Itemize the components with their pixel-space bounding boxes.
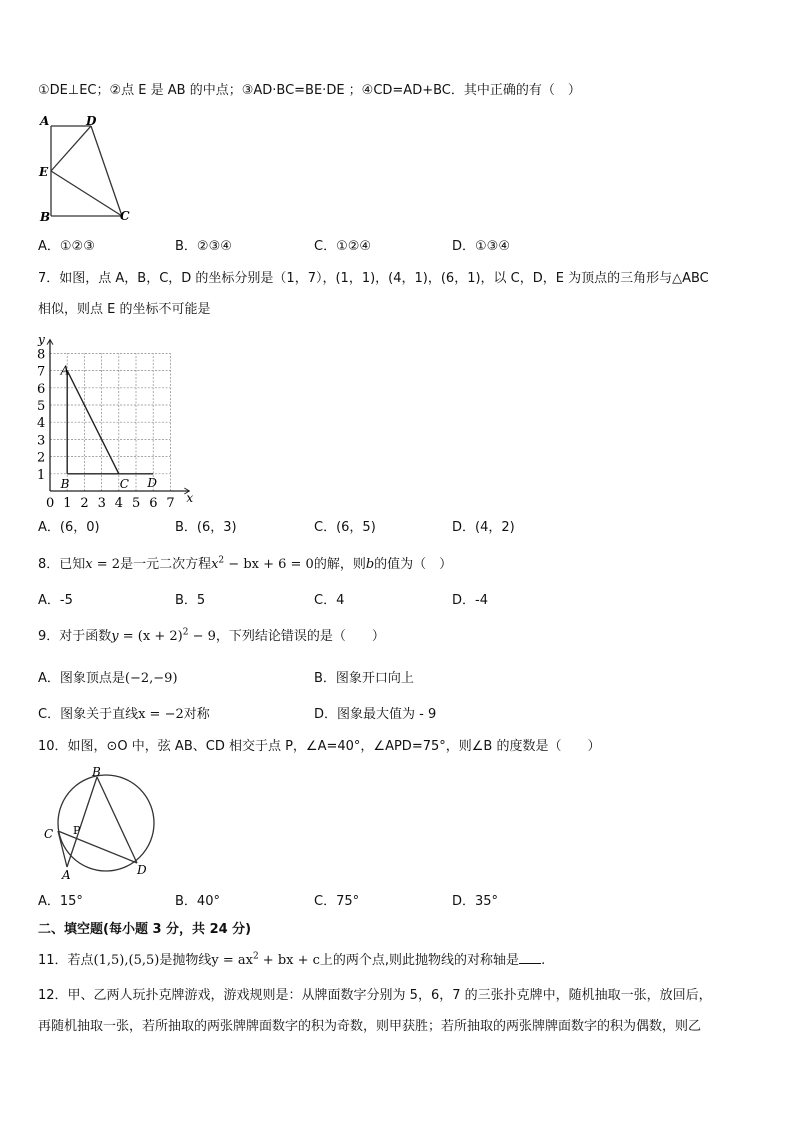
q6-option-c[interactable]: C．①②④: [314, 239, 372, 254]
q10-option-d[interactable]: D．35°: [452, 894, 499, 909]
q9-func-exp: 2: [182, 627, 189, 638]
q6-stem: ①DE⊥EC；②点 E 是 AB 的中点；③AD·BC=BE·DE ；④CD=AD+BC．其中正确的有（ ）: [38, 83, 581, 98]
q7-point-label: B: [60, 476, 70, 491]
q6-label-c: C: [120, 209, 130, 223]
q9-option-a[interactable]: [38, 670, 178, 688]
q8-text-1: 8．已知: [38, 557, 86, 572]
q11-answer-blank[interactable]: [519, 951, 541, 964]
q6-option-d[interactable]: D．①③④: [452, 239, 510, 254]
q11-text-2: 是抛物线: [159, 953, 212, 968]
q9-option-c[interactable]: [38, 706, 210, 724]
q8-text-3: 的解，则: [313, 557, 366, 572]
q9-stem: [38, 628, 385, 646]
q6-label-b: B: [40, 210, 51, 224]
q11-parabola-b: + bx + c: [258, 953, 320, 968]
q7-x-axis-label: x: [186, 491, 194, 505]
q8-cond-eq: = 2: [92, 557, 121, 572]
q11-points: (1,5),(5,5): [93, 953, 160, 968]
q10-option-b[interactable]: B．40°: [175, 894, 220, 909]
q7-y-tick: 2: [37, 450, 46, 466]
q8-text-2: 是一元二次方程: [120, 557, 212, 572]
q7-option-d[interactable]: D．(4，2): [452, 520, 515, 535]
q8-stem: [38, 556, 452, 574]
section-heading-fill-in: 二、填空题(每小题 3 分，共 24 分): [38, 922, 252, 937]
q6-label-a: A: [40, 114, 50, 128]
q7-x-tick: 3: [97, 496, 106, 511]
q9-option-a-text: A．图象顶点是: [38, 671, 125, 686]
q7-y-tick: 3: [37, 433, 46, 449]
q7-y-axis-label: y: [38, 332, 45, 347]
q8-option-b[interactable]: B．5: [175, 593, 206, 608]
q8-var-b: b: [365, 557, 375, 572]
q7-x-tick: 2: [80, 496, 89, 511]
q11-stem: [38, 951, 545, 970]
q9-func-end: − 9: [188, 629, 216, 644]
q7-x-tick: 1: [63, 496, 72, 511]
q7-stem-line1: 7．如图，点 A，B，C，D 的坐标分别是（1，7），(1，1)，(4，1)，(6，1)，以 C，D，E 为顶点的三角形与△ABC: [38, 271, 709, 286]
q10-circle-figure: [38, 766, 162, 880]
q11-parabola-a: y = ax: [211, 953, 253, 968]
q6-label-e: E: [39, 165, 49, 179]
q10-option-c[interactable]: C．75°: [314, 894, 360, 909]
q6-option-b[interactable]: B．②③④: [175, 239, 232, 254]
q10-stem: 10．如图，⊙O 中，弦 AB、CD 相交于点 P，∠A=40°，∠APD=75°，则∠B 的度数是（ ）: [38, 739, 601, 754]
q8-eq-exp: 2: [218, 555, 225, 566]
q12-stem-line1: 12．甲、乙两人玩扑克牌游戏，游戏规则是：从牌面数字分别为 5，6，7 的三张扑克牌中，随机抽取一张，放回后，: [38, 988, 712, 1003]
q8-text-4: 的值为（ ）: [374, 557, 453, 572]
q6-label-d: D: [86, 114, 97, 128]
q11-text-4: .: [541, 953, 546, 968]
q10-label-b: B: [92, 766, 101, 779]
q11-text-1: 11．若点: [38, 953, 94, 968]
q10-label-a: A: [62, 868, 71, 880]
q8-cond-x: x: [85, 557, 93, 572]
q7-x-tick: 7: [166, 496, 175, 511]
q10-label-c: C: [44, 827, 54, 841]
q10-label-p: P: [73, 824, 81, 837]
q9-text-2: ，下列结论错误的是（ ）: [215, 629, 385, 644]
q9-func-y: y: [111, 629, 119, 644]
q7-stem-line2: 相似，则点 E 的坐标不可能是: [38, 302, 211, 317]
q7-option-c[interactable]: C．(6，5): [314, 520, 376, 535]
q7-point-label: D: [147, 475, 157, 490]
q6-option-a[interactable]: A．①②③: [38, 239, 95, 254]
q9-option-d[interactable]: D．图象最大值为 - 9: [314, 707, 437, 722]
q7-y-tick: 1: [37, 467, 46, 483]
q9-option-c-text: C．图象关于直线: [38, 707, 139, 722]
q7-y-tick: 7: [37, 364, 46, 380]
q8-option-d[interactable]: D．-4: [452, 593, 488, 608]
q11-parabola-exp: 2: [252, 951, 259, 962]
q12-stem-line2: 再随机抽取一张，若所抽取的两张牌牌面数字的积为奇数，则甲获胜；若所抽取的两张牌牌面数字的积为偶数，则乙: [38, 1019, 702, 1034]
q7-y-tick: 4: [37, 416, 46, 432]
q10-option-a[interactable]: A．15°: [38, 894, 83, 909]
q8-eq-x: x: [211, 557, 219, 572]
q7-point-label: C: [119, 476, 129, 491]
q7-point-label: A: [60, 363, 70, 378]
q7-y-tick: 5: [37, 399, 46, 414]
q9-option-b[interactable]: B．图象开口向上: [314, 671, 414, 686]
q9-option-c-math: x = −2: [138, 707, 184, 722]
q7-x-tick: 0: [46, 496, 55, 511]
q9-option-a-math: (−2,−9): [124, 671, 178, 686]
q8-option-a[interactable]: A．-5: [38, 593, 73, 608]
q8-option-c[interactable]: C．4: [314, 593, 345, 608]
q7-x-tick: 6: [149, 496, 158, 511]
q11-text-3: 上的两个点,则此抛物线的对称轴是: [319, 953, 520, 968]
q7-x-tick: 4: [114, 496, 124, 511]
q7-coordinate-grid: [30, 328, 200, 512]
q9-func-mid: = (x + 2): [118, 629, 183, 644]
q8-eq-rest: − bx + 6 = 0: [224, 557, 314, 572]
q6-figure: [36, 110, 146, 228]
q7-option-a[interactable]: A．(6，0): [38, 520, 100, 535]
q7-option-b[interactable]: B．(6，3): [175, 520, 237, 535]
q10-label-d: D: [137, 863, 147, 877]
q7-y-tick: 6: [37, 381, 46, 397]
q7-x-tick: 5: [132, 496, 141, 511]
q9-option-c-post: 对称: [183, 707, 210, 722]
q9-text-1: 9．对于函数: [38, 629, 112, 644]
q7-y-tick: 8: [37, 347, 46, 363]
